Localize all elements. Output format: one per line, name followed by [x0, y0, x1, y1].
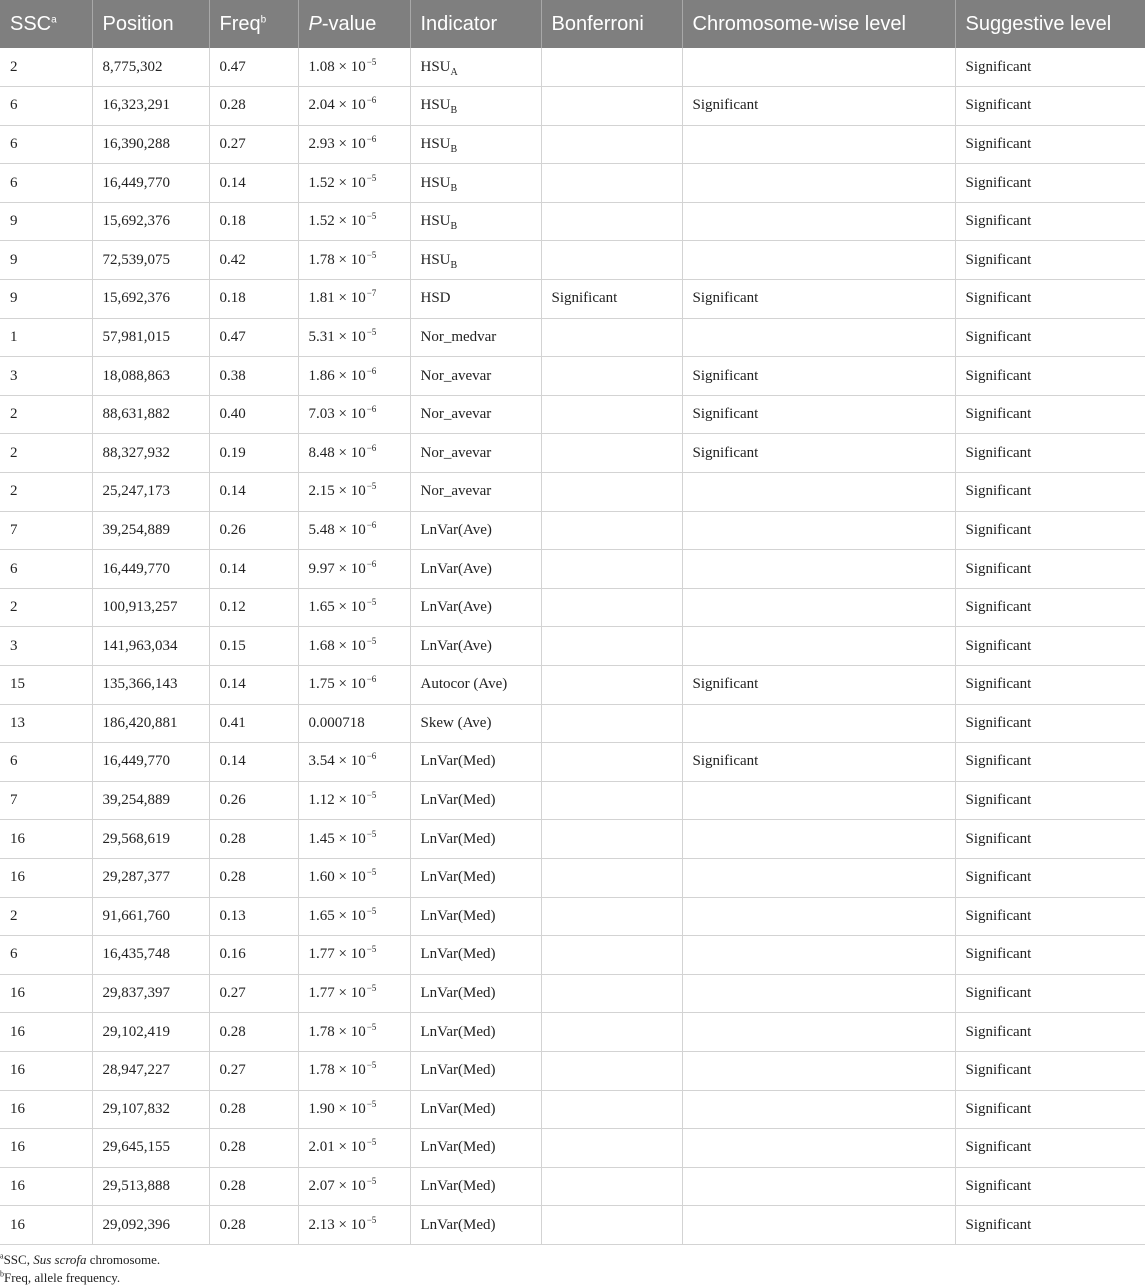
cell-indicator: LnVar(Med) — [410, 1090, 541, 1129]
table-row — [0, 666, 1145, 705]
table-row — [0, 48, 1145, 87]
cell-suggestive: Significant — [955, 48, 1145, 87]
cell-position: 39,254,889 — [92, 511, 209, 550]
cell-pvalue: $2.13 \times 10^{-5}$ — [298, 1206, 410, 1245]
cell-suggestive: Significant — [955, 781, 1145, 820]
cell-bonferroni — [541, 588, 682, 627]
cell-suggestive: Significant — [955, 164, 1145, 203]
cell-ssc: 2 — [0, 395, 92, 434]
cell-ssc: 1 — [0, 318, 92, 357]
cell-pvalue: $1.60 \times 10^{-5}$ — [298, 858, 410, 897]
cell-pvalue: $1.90 \times 10^{-5}$ — [298, 1090, 410, 1129]
header-suggestive: Suggestive level — [965, 12, 1112, 35]
table-row — [0, 897, 1145, 936]
cell-ssc: 3 — [0, 357, 92, 396]
cell-indicator: Skew (Ave) — [410, 704, 541, 743]
cell-bonferroni — [541, 743, 682, 782]
cell-pvalue: $2.15 \times 10^{-5}$ — [298, 473, 410, 512]
cell-ssc: 6 — [0, 743, 92, 782]
cell-indicator: $HSU_B$ — [410, 202, 541, 241]
cell-bonferroni — [541, 704, 682, 743]
table-row — [0, 936, 1145, 975]
cell-position: 186,420,881 — [92, 704, 209, 743]
cell-freq: 0.16 — [209, 936, 298, 975]
table-row — [0, 743, 1145, 782]
table-row — [0, 588, 1145, 627]
cell-ssc: 16 — [0, 1206, 92, 1245]
header-position: Position — [92, 0, 209, 48]
cell-position: 29,107,832 — [92, 1090, 209, 1129]
cell-bonferroni — [541, 202, 682, 241]
cell-ssc: 6 — [0, 550, 92, 589]
cell-bonferroni — [541, 1090, 682, 1129]
cell-suggestive: Significant — [955, 511, 1145, 550]
cell-bonferroni — [541, 550, 682, 589]
cell-freq: 0.18 — [209, 202, 298, 241]
cell-freq: 0.14 — [209, 473, 298, 512]
cell-bonferroni — [541, 781, 682, 820]
cell-chromosome-wise: Significant — [682, 280, 955, 319]
cell-chromosome-wise — [682, 511, 955, 550]
cell-suggestive: Significant — [955, 936, 1145, 975]
cell-pvalue: $3.54 \times 10^{-6}$ — [298, 743, 410, 782]
cell-freq: 0.14 — [209, 550, 298, 589]
cell-ssc: 2 — [0, 434, 92, 473]
table-row — [0, 164, 1145, 203]
cell-bonferroni — [541, 1051, 682, 1090]
cell-pvalue: $2.01 \times 10^{-5}$ — [298, 1129, 410, 1168]
cell-position: 100,913,257 — [92, 588, 209, 627]
cell-pvalue: $7.03 \times 10^{-6}$ — [298, 395, 410, 434]
cell-pvalue: $1.78 \times 10^{-5}$ — [298, 1013, 410, 1052]
cell-bonferroni — [541, 48, 682, 87]
cell-indicator: LnVar(Med) — [410, 1013, 541, 1052]
cell-freq: 0.38 — [209, 357, 298, 396]
cell-ssc: 9 — [0, 202, 92, 241]
cell-chromosome-wise — [682, 974, 955, 1013]
cell-indicator: LnVar(Ave) — [410, 588, 541, 627]
table-row — [0, 1167, 1145, 1206]
cell-freq: 0.27 — [209, 974, 298, 1013]
cell-freq: 0.28 — [209, 1090, 298, 1129]
cell-bonferroni — [541, 627, 682, 666]
table-row — [0, 1013, 1145, 1052]
cell-freq: 0.28 — [209, 1013, 298, 1052]
cell-freq: 0.41 — [209, 704, 298, 743]
cell-freq: 0.14 — [209, 743, 298, 782]
cell-suggestive: Significant — [955, 357, 1145, 396]
table-row — [0, 87, 1145, 126]
cell-bonferroni — [541, 473, 682, 512]
cell-suggestive: Significant — [955, 743, 1145, 782]
cell-indicator: LnVar(Med) — [410, 936, 541, 975]
cell-suggestive: Significant — [955, 974, 1145, 1013]
cell-position: 141,963,034 — [92, 627, 209, 666]
cell-position: 135,366,143 — [92, 666, 209, 705]
cell-indicator: LnVar(Med) — [410, 1206, 541, 1245]
cell-freq: 0.27 — [209, 125, 298, 164]
cell-bonferroni — [541, 395, 682, 434]
cell-freq: 0.26 — [209, 781, 298, 820]
table-row — [0, 550, 1145, 589]
cell-ssc: 13 — [0, 704, 92, 743]
cell-chromosome-wise — [682, 202, 955, 241]
cell-freq: 0.28 — [209, 1206, 298, 1245]
cell-suggestive: Significant — [955, 202, 1145, 241]
cell-chromosome-wise — [682, 704, 955, 743]
cell-indicator: LnVar(Med) — [410, 1129, 541, 1168]
cell-chromosome-wise — [682, 936, 955, 975]
cell-chromosome-wise — [682, 627, 955, 666]
cell-indicator: LnVar(Med) — [410, 897, 541, 936]
cell-freq: 0.26 — [209, 511, 298, 550]
table-row — [0, 395, 1145, 434]
cell-suggestive: Significant — [955, 1051, 1145, 1090]
cell-pvalue: $1.78 \times 10^{-5}$ — [298, 1051, 410, 1090]
cell-freq: 0.47 — [209, 48, 298, 87]
cell-position: 29,102,419 — [92, 1013, 209, 1052]
cell-position: 15,692,376 — [92, 280, 209, 319]
cell-chromosome-wise — [682, 241, 955, 280]
cell-ssc: 15 — [0, 666, 92, 705]
cell-position: 88,631,882 — [92, 395, 209, 434]
cell-pvalue: $1.77 \times 10^{-5}$ — [298, 936, 410, 975]
cell-position: 29,837,397 — [92, 974, 209, 1013]
cell-indicator: LnVar(Med) — [410, 743, 541, 782]
cell-ssc: 6 — [0, 125, 92, 164]
cell-position: 16,323,291 — [92, 87, 209, 126]
cell-position: 57,981,015 — [92, 318, 209, 357]
cell-position: 16,449,770 — [92, 743, 209, 782]
cell-pvalue: $5.48 \times 10^{-6}$ — [298, 511, 410, 550]
cell-ssc: 6 — [0, 87, 92, 126]
cell-pvalue: 0.000718 — [298, 704, 410, 743]
cell-suggestive: Significant — [955, 820, 1145, 859]
cell-chromosome-wise — [682, 1206, 955, 1245]
cell-suggestive: Significant — [955, 588, 1145, 627]
cell-suggestive: Significant — [955, 1013, 1145, 1052]
cell-suggestive: Significant — [955, 1206, 1145, 1245]
cell-position: 29,287,377 — [92, 858, 209, 897]
cell-chromosome-wise — [682, 1129, 955, 1168]
cell-position: 91,661,760 — [92, 897, 209, 936]
cell-freq: 0.15 — [209, 627, 298, 666]
header-bonferroni: Bonferroni — [541, 0, 682, 48]
table-row — [0, 1206, 1145, 1245]
cell-position: 72,539,075 — [92, 241, 209, 280]
cell-suggestive: Significant — [955, 1129, 1145, 1168]
cell-freq: 0.40 — [209, 395, 298, 434]
cell-ssc: 6 — [0, 164, 92, 203]
cell-pvalue: $9.97 \times 10^{-6}$ — [298, 550, 410, 589]
cell-suggestive: Significant — [955, 897, 1145, 936]
cell-ssc: 9 — [0, 280, 92, 319]
cell-indicator: $HSU_B$ — [410, 87, 541, 126]
cell-ssc: 2 — [0, 588, 92, 627]
cell-ssc: 7 — [0, 781, 92, 820]
cell-position: 15,692,376 — [92, 202, 209, 241]
cell-bonferroni — [541, 936, 682, 975]
cell-position: 29,092,396 — [92, 1206, 209, 1245]
cell-bonferroni — [541, 434, 682, 473]
cell-freq: 0.12 — [209, 588, 298, 627]
cell-position: 16,390,288 — [92, 125, 209, 164]
cell-bonferroni — [541, 125, 682, 164]
table-body — [0, 48, 1145, 1244]
footnote-a: $^a$SSC, Sus scrofa chromosome. — [0, 1251, 161, 1267]
cell-chromosome-wise — [682, 1090, 955, 1129]
cell-suggestive: Significant — [955, 550, 1145, 589]
cell-pvalue: $1.77 \times 10^{-5}$ — [298, 974, 410, 1013]
cell-freq: 0.13 — [209, 897, 298, 936]
cell-chromosome-wise — [682, 125, 955, 164]
cell-suggestive: Significant — [955, 1090, 1145, 1129]
cell-bonferroni — [541, 858, 682, 897]
cell-chromosome-wise — [682, 588, 955, 627]
cell-freq: 0.28 — [209, 1129, 298, 1168]
cell-chromosome-wise: Significant — [682, 434, 955, 473]
footnotes — [0, 1245, 1145, 1287]
cell-bonferroni: Significant — [541, 280, 682, 319]
cell-bonferroni — [541, 241, 682, 280]
cell-position: 88,327,932 — [92, 434, 209, 473]
cell-suggestive: Significant — [955, 434, 1145, 473]
cell-freq: 0.19 — [209, 434, 298, 473]
cell-indicator: LnVar(Ave) — [410, 550, 541, 589]
cell-indicator: Nor_avevar — [410, 434, 541, 473]
cell-ssc: 16 — [0, 1051, 92, 1090]
header-ssc: SSC$^a$ — [0, 0, 92, 48]
header-pvalue: P-value — [298, 0, 410, 48]
cell-suggestive: Significant — [955, 395, 1145, 434]
cell-chromosome-wise — [682, 1013, 955, 1052]
cell-pvalue: $1.81 \times 10^{-7}$ — [298, 280, 410, 319]
cell-bonferroni — [541, 1206, 682, 1245]
cell-chromosome-wise — [682, 318, 955, 357]
cell-position: 16,449,770 — [92, 550, 209, 589]
cell-freq: 0.27 — [209, 1051, 298, 1090]
cell-position: 29,645,155 — [92, 1129, 209, 1168]
cell-position: 29,568,619 — [92, 820, 209, 859]
cell-indicator: LnVar(Ave) — [410, 511, 541, 550]
cell-bonferroni — [541, 820, 682, 859]
cell-freq: 0.42 — [209, 241, 298, 280]
cell-chromosome-wise — [682, 781, 955, 820]
cell-pvalue: $1.78 \times 10^{-5}$ — [298, 241, 410, 280]
cell-indicator: HSD — [410, 280, 541, 319]
cell-ssc: 6 — [0, 936, 92, 975]
cell-suggestive: Significant — [955, 280, 1145, 319]
cell-position: 16,449,770 — [92, 164, 209, 203]
cell-indicator: $HSU_B$ — [410, 125, 541, 164]
cell-bonferroni — [541, 87, 682, 126]
cell-chromosome-wise: Significant — [682, 666, 955, 705]
cell-suggestive: Significant — [955, 318, 1145, 357]
cell-suggestive: Significant — [955, 627, 1145, 666]
table-row — [0, 280, 1145, 319]
table-row — [0, 434, 1145, 473]
table-row — [0, 241, 1145, 280]
cell-indicator: LnVar(Med) — [410, 1051, 541, 1090]
cell-bonferroni — [541, 1013, 682, 1052]
cell-suggestive: Significant — [955, 1167, 1145, 1206]
header-indicator: Indicator — [410, 0, 541, 48]
cell-chromosome-wise — [682, 550, 955, 589]
cell-indicator: Nor_avevar — [410, 357, 541, 396]
cell-pvalue: $1.52 \times 10^{-5}$ — [298, 164, 410, 203]
cell-position: 25,247,173 — [92, 473, 209, 512]
cell-position: 39,254,889 — [92, 781, 209, 820]
table-row — [0, 627, 1145, 666]
cell-freq: 0.28 — [209, 87, 298, 126]
cell-chromosome-wise — [682, 897, 955, 936]
table-row — [0, 473, 1145, 512]
table-row — [0, 781, 1145, 820]
cell-pvalue: $1.75 \times 10^{-6}$ — [298, 666, 410, 705]
cell-suggestive: Significant — [955, 87, 1145, 126]
cell-bonferroni — [541, 897, 682, 936]
cell-ssc: 9 — [0, 241, 92, 280]
cell-suggestive: Significant — [955, 241, 1145, 280]
cell-ssc: 16 — [0, 1090, 92, 1129]
table-row — [0, 820, 1145, 859]
table-row — [0, 858, 1145, 897]
cell-freq: 0.47 — [209, 318, 298, 357]
cell-pvalue: $1.86 \times 10^{-6}$ — [298, 357, 410, 396]
table-row — [0, 318, 1145, 357]
cell-chromosome-wise: Significant — [682, 87, 955, 126]
table-row — [0, 974, 1145, 1013]
table-row — [0, 511, 1145, 550]
cell-ssc: 2 — [0, 48, 92, 87]
header-row — [0, 0, 1145, 48]
table-row — [0, 202, 1145, 241]
cell-position: 16,435,748 — [92, 936, 209, 975]
cell-suggestive: Significant — [955, 666, 1145, 705]
cell-pvalue: $1.65 \times 10^{-5}$ — [298, 588, 410, 627]
cell-ssc: 16 — [0, 974, 92, 1013]
cell-indicator: LnVar(Ave) — [410, 627, 541, 666]
cell-bonferroni — [541, 1129, 682, 1168]
cell-indicator: $HSU_B$ — [410, 241, 541, 280]
cell-pvalue: $5.31 \times 10^{-5}$ — [298, 318, 410, 357]
cell-ssc: 3 — [0, 627, 92, 666]
cell-chromosome-wise — [682, 1167, 955, 1206]
table-row — [0, 357, 1145, 396]
cell-chromosome-wise: Significant — [682, 743, 955, 782]
table-row — [0, 1051, 1145, 1090]
table-header — [0, 0, 1145, 48]
footnote-b: $^b$Freq, allele frequency. — [0, 1269, 121, 1285]
cell-pvalue: $1.65 \times 10^{-5}$ — [298, 897, 410, 936]
cell-ssc: 16 — [0, 1013, 92, 1052]
cell-bonferroni — [541, 1167, 682, 1206]
cell-pvalue: $2.93 \times 10^{-6}$ — [298, 125, 410, 164]
cell-pvalue: $2.04 \times 10^{-6}$ — [298, 87, 410, 126]
cell-pvalue: $1.08 \times 10^{-5}$ — [298, 48, 410, 87]
cell-position: 28,947,227 — [92, 1051, 209, 1090]
cell-indicator: LnVar(Med) — [410, 974, 541, 1013]
cell-bonferroni — [541, 666, 682, 705]
cell-indicator: $HSU_A$ — [410, 48, 541, 87]
header-freq: Freq$^b$ — [209, 0, 298, 48]
table-row — [0, 704, 1145, 743]
cell-freq: 0.28 — [209, 1167, 298, 1206]
cell-bonferroni — [541, 357, 682, 396]
cell-suggestive: Significant — [955, 125, 1145, 164]
cell-position: 29,513,888 — [92, 1167, 209, 1206]
cell-indicator: Autocor (Ave) — [410, 666, 541, 705]
header-chromosome-wise: Chromosome-wise level — [682, 0, 955, 48]
cell-indicator: LnVar(Med) — [410, 820, 541, 859]
cell-ssc: 16 — [0, 1129, 92, 1168]
cell-indicator: $HSU_B$ — [410, 164, 541, 203]
cell-pvalue: $1.12 \times 10^{-5}$ — [298, 781, 410, 820]
cell-pvalue: $1.52 \times 10^{-5}$ — [298, 202, 410, 241]
cell-pvalue: $1.68 \times 10^{-5}$ — [298, 627, 410, 666]
cell-position: 18,088,863 — [92, 357, 209, 396]
cell-indicator: LnVar(Med) — [410, 858, 541, 897]
cell-ssc: 16 — [0, 820, 92, 859]
cell-chromosome-wise — [682, 48, 955, 87]
cell-suggestive: Significant — [955, 704, 1145, 743]
cell-ssc: 2 — [0, 897, 92, 936]
table-row — [0, 1090, 1145, 1129]
cell-ssc: 7 — [0, 511, 92, 550]
cell-ssc: 16 — [0, 858, 92, 897]
cell-ssc: 2 — [0, 473, 92, 512]
cell-bonferroni — [541, 974, 682, 1013]
cell-bonferroni — [541, 164, 682, 203]
cell-pvalue: $1.45 \times 10^{-5}$ — [298, 820, 410, 859]
cell-chromosome-wise — [682, 820, 955, 859]
cell-pvalue: $8.48 \times 10^{-6}$ — [298, 434, 410, 473]
cell-indicator: Nor_avevar — [410, 395, 541, 434]
cell-chromosome-wise — [682, 473, 955, 512]
cell-chromosome-wise — [682, 1051, 955, 1090]
cell-indicator: Nor_avevar — [410, 473, 541, 512]
cell-freq: 0.28 — [209, 858, 298, 897]
cell-indicator: LnVar(Med) — [410, 1167, 541, 1206]
cell-indicator: Nor_medvar — [410, 318, 541, 357]
cell-bonferroni — [541, 511, 682, 550]
cell-suggestive: Significant — [955, 473, 1145, 512]
cell-freq: 0.14 — [209, 164, 298, 203]
cell-ssc: 16 — [0, 1167, 92, 1206]
table-row — [0, 125, 1145, 164]
table-row — [0, 1129, 1145, 1168]
cell-chromosome-wise — [682, 164, 955, 203]
cell-pvalue: $2.07 \times 10^{-5}$ — [298, 1167, 410, 1206]
cell-chromosome-wise: Significant — [682, 395, 955, 434]
cell-freq: 0.18 — [209, 280, 298, 319]
cell-freq: 0.28 — [209, 820, 298, 859]
cell-indicator: LnVar(Med) — [410, 781, 541, 820]
cell-bonferroni — [541, 318, 682, 357]
cell-chromosome-wise — [682, 858, 955, 897]
cell-suggestive: Significant — [955, 858, 1145, 897]
cell-freq: 0.14 — [209, 666, 298, 705]
cell-position: 8,775,302 — [92, 48, 209, 87]
cell-chromosome-wise: Significant — [682, 357, 955, 396]
